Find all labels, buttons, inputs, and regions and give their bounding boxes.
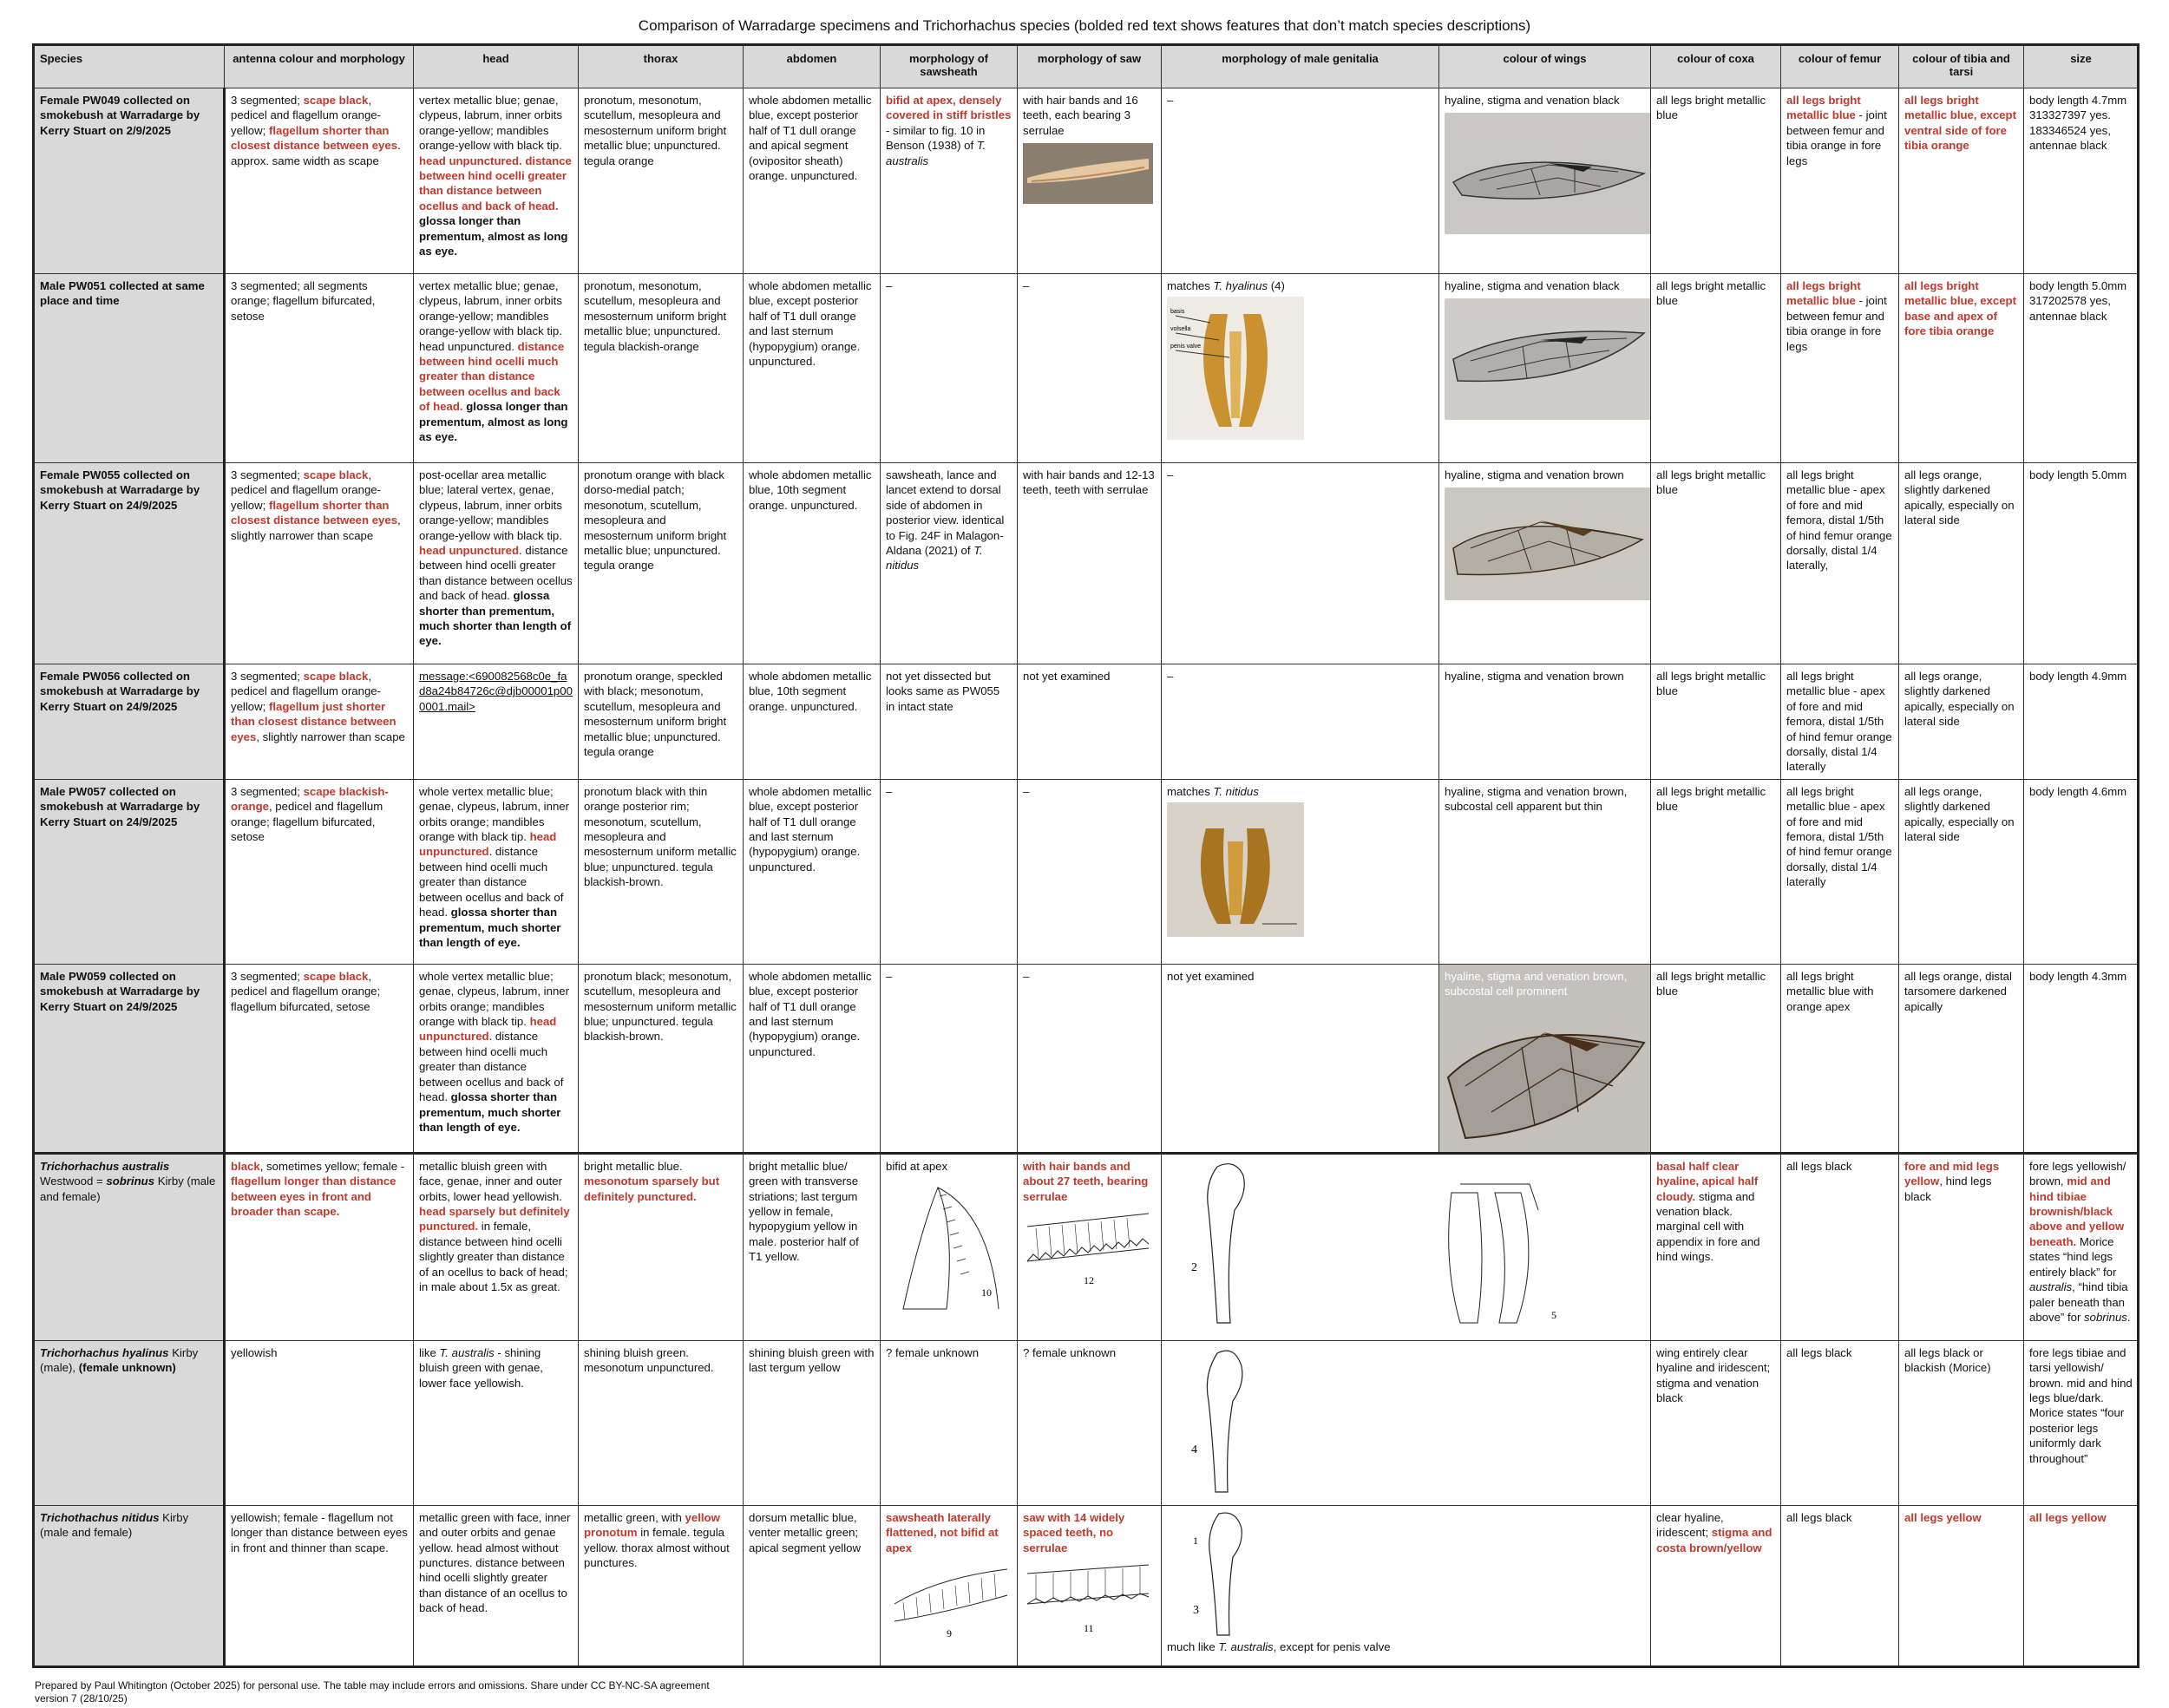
- saw-cell: ? female unknown: [1018, 1340, 1162, 1505]
- coxa-cell: all legs bright metallic blue: [1651, 964, 1781, 1153]
- head-cell: whole vertex metallic blue; genae, clypeus, labrum, inner orbits orange; mandibles orange with black tip. head unpunctured. distance between hind ocelli much greater than distance between ocellus and back of head. glossa shorter than prementum, much shorter than length of eye.: [414, 779, 579, 964]
- figure-number: 2: [1191, 1260, 1197, 1274]
- col-femur: colour of femur: [1781, 45, 1899, 88]
- species-cell: Male PW059 collected on smokebush at Warradarge by Kerry Stuart on 24/9/2025: [34, 964, 225, 1153]
- footer-credit: Prepared by Paul Whitington (October 2025) for personal use. The table may include errors and omissions. Share under CC BY-NC-SA agreement: [35, 1679, 710, 1692]
- tibia-cell: all legs bright metallic blue, except base and apex of fore tibia orange: [1899, 274, 2024, 463]
- species-cell: Female PW056 collected on smokebush at Warradarge by Kerry Stuart on 24/9/2025: [34, 664, 225, 780]
- col-size: size: [2024, 45, 2139, 88]
- head-cell[interactable]: [414, 664, 579, 780]
- saw-cell: saw with 14 widely spaced teeth, no serrulae 11: [1018, 1505, 1162, 1666]
- wings-cell: hyaline, stigma and venation black: [1439, 88, 1651, 274]
- table-row: [34, 1340, 2139, 1505]
- wing-photo: [1445, 298, 1651, 420]
- figure-number: 4: [1191, 1443, 1197, 1456]
- col-sawsheath: morphology of sawsheath: [881, 45, 1018, 88]
- antenna-cell: yellowish; female - flagellum not longer than distance between eyes in front and thinner than scape.: [225, 1505, 414, 1666]
- species-cell: Female PW049 collected on smokebush at Warradarge by Kerry Stuart on 2/9/2025: [34, 88, 225, 274]
- femur-cell: all legs bright metallic blue - apex of fore and mid femora, distal 1/5th of hind femur orange dorsally, distal 1/4 laterally: [1781, 779, 1899, 964]
- wings-cell: wing entirely clear hyaline and iridescent; stigma and venation black: [1651, 1340, 1781, 1505]
- genitalia-cell: –: [1162, 664, 1439, 780]
- genitalia-drawing: [1165, 1345, 1587, 1501]
- wings-cell: hyaline, stigma and venation black: [1439, 274, 1651, 463]
- table-row: [34, 88, 2139, 274]
- femur-cell: all legs bright metallic blue with orange apex: [1781, 964, 1899, 1153]
- figure-number: 5: [1551, 1308, 1556, 1321]
- genitalia-cell: [1162, 1340, 1651, 1505]
- head-cell: like T. australis - shining bluish green with genae, lower face yellowish.: [414, 1340, 579, 1505]
- figure-number: 12: [1084, 1274, 1094, 1287]
- antenna-cell: 3 segmented; scape black, pedicel and flagellum orange-yellow; flagellum shorter than closest distance between eyes. approx. same width as scape: [225, 88, 414, 274]
- size-cell: body length 4.3mm: [2024, 964, 2139, 1153]
- thorax-cell: pronotum, mesonotum, scutellum, mesopleura and mesosternum uniform bright metallic blue; unpunctured. tegula orange: [579, 88, 744, 274]
- sawsheath-cell: –: [881, 274, 1018, 463]
- saw-cell: –: [1018, 779, 1162, 964]
- table-row: [34, 664, 2139, 780]
- thorax-cell: bright metallic blue. mesonotum sparsely but definitely punctured.: [579, 1153, 744, 1340]
- head-cell: metallic bluish green with face, genae, inner and outer orbits, lower head yellowish. head sparsely but definitely punctured. in female, distance between hind ocelli slightly greater than distance of an ocellus to back of head; in male about 1.5x as great.: [414, 1153, 579, 1340]
- col-head: head: [414, 45, 579, 88]
- antenna-cell: 3 segmented; scape black, pedicel and flagellum orange-yellow; flagellum just shorter than closest distance between eyes, slightly narrower than scape: [225, 664, 414, 780]
- col-tibia: colour of tibia and tarsi: [1899, 45, 2024, 88]
- wings-cell: hyaline, stigma and venation brown: [1439, 463, 1651, 664]
- head-cell: vertex metallic blue; genae, clypeus, labrum, inner orbits orange-yellow; mandibles orange-yellow with black tip. head unpunctured. distance between hind ocelli much greater than distance between ocellus and back of head. glossa longer than prementum, almost as long as eye.: [414, 274, 579, 463]
- abdomen-cell: whole abdomen metallic blue, except posterior half of T1 dull orange and last sternum (hypopygium) orange. unpunctured.: [744, 964, 881, 1153]
- sawsheath-drawing: [886, 1561, 1012, 1643]
- header-row: [34, 45, 2139, 88]
- genitalia-photo: [1167, 297, 1304, 440]
- table-row: [34, 779, 2139, 964]
- genitalia-cell: matches T. hyalinus (4) basis volsella penis valve: [1162, 274, 1439, 463]
- coxa-cell: all legs black: [1781, 1505, 1899, 1666]
- coxa-cell: all legs black: [1781, 1153, 1899, 1340]
- figure-number: 9: [947, 1627, 952, 1640]
- femur-cell: all legs yellow: [1899, 1505, 2024, 1666]
- abdomen-cell: dorsum metallic blue, venter metallic green; apical segment yellow: [744, 1505, 881, 1666]
- antenna-cell: 3 segmented; scape black, pedicel and flagellum orange-yellow; flagellum shorter than closest distance between eyes, slightly narrower than scape: [225, 463, 414, 664]
- head-cell: whole vertex metallic blue; genae, clypeus, labrum, inner orbits orange; mandibles orange with black tip. head unpunctured. distance between hind ocelli much greater than distance between ocellus and back of head. glossa shorter than prementum, much shorter than length of eye.: [414, 964, 579, 1153]
- abdomen-cell: whole abdomen metallic blue, 10th segment orange. unpunctured.: [744, 463, 881, 664]
- genitalia-label-penis-valve: penis valve: [1170, 344, 1202, 350]
- figure-number: 3: [1193, 1603, 1199, 1617]
- tibia-cell: all legs orange, distal tarsomere darkened apically: [1899, 964, 2024, 1153]
- col-thorax: thorax: [579, 45, 744, 88]
- femur-cell: all legs bright metallic blue - joint between femur and tibia orange in fore legs: [1781, 88, 1899, 274]
- message-link[interactable]: message:<690082568c0e_fad8a24b84726c@djb00001p000001.mail>: [419, 670, 573, 713]
- col-saw: morphology of saw: [1018, 45, 1162, 88]
- sawsheath-cell: sawsheath, lance and lancet extend to dorsal side of abdomen in posterior view. identical to Fig. 24F in Malagon-Aldana (2021) of T. nitidus: [881, 463, 1018, 664]
- wings-cell: clear hyaline, iridescent; stigma and costa brown/yellow: [1651, 1505, 1781, 1666]
- col-abdomen: abdomen: [744, 45, 881, 88]
- thorax-cell: metallic green, with yellow pronotum in female. tegula yellow. thorax almost without punctures.: [579, 1505, 744, 1666]
- antenna-cell: 3 segmented; scape black, pedicel and flagellum orange; flagellum bifurcated, setose: [225, 964, 414, 1153]
- genitalia-drawing: [1165, 1158, 1587, 1336]
- sawsheath-cell: bifid at apex, densely covered in stiff bristles - similar to fig. 10 in Benson (1938) of T. australis: [881, 88, 1018, 274]
- abdomen-cell: bright metallic blue/ green with transverse striations; last tergum yellow in female, hypopygium yellow in male. posterior half of T1 yellow.: [744, 1153, 881, 1340]
- genitalia-drawing: [1167, 1509, 1583, 1639]
- femur-cell: fore and mid legs yellow, hind legs black: [1899, 1153, 2024, 1340]
- wing-photo: [1445, 488, 1651, 600]
- col-antenna: antenna colour and morphology: [225, 45, 414, 88]
- coxa-cell: all legs bright metallic blue: [1651, 88, 1781, 274]
- species-cell: Trichorhachus australis Westwood = sobrinus Kirby (male and female): [34, 1153, 225, 1340]
- thorax-cell: shining bluish green. mesonotum unpunctured.: [579, 1340, 744, 1505]
- figure-number: 11: [1084, 1622, 1094, 1635]
- saw-cell: with hair bands and 12-13 teeth, teeth with serrulae: [1018, 463, 1162, 664]
- coxa-cell: all legs bright metallic blue: [1651, 664, 1781, 780]
- genitalia-label-volsella: volsella: [1170, 326, 1191, 333]
- size-cell: body length 4.7mm 313327397 yes. 183346524 yes, antennae black: [2024, 88, 2139, 274]
- size-cell: body length 5.0mm: [2024, 463, 2139, 664]
- coxa-cell: all legs bright metallic blue: [1651, 463, 1781, 664]
- genitalia-photo: [1167, 802, 1304, 937]
- sawsheath-cell: bifid at apex 10: [881, 1153, 1018, 1340]
- thorax-cell: pronotum, mesonotum, scutellum, mesopleura and mesosternum uniform bright metallic blue; unpunctured. tegula blackish-orange: [579, 274, 744, 463]
- saw-drawing: [1023, 1561, 1153, 1643]
- table-row: [34, 1505, 2139, 1666]
- genitalia-cell: –: [1162, 463, 1439, 664]
- tibia-cell: all legs orange, slightly darkened apically, especially on lateral side: [1899, 664, 2024, 780]
- table-row: [34, 463, 2139, 664]
- thorax-cell: pronotum black with thin orange posterior rim; mesonotum, scutellum, mesopleura and mesosternum uniform metallic blue; unpunctured. tegula blackish-brown.: [579, 779, 744, 964]
- abdomen-cell: whole abdomen metallic blue, 10th segment orange. unpunctured.: [744, 664, 881, 780]
- table-row: [34, 1153, 2139, 1340]
- femur-cell: all legs bright metallic blue - apex of fore and mid femora, distal 1/5th of hind femur orange dorsally, distal 1/4 laterally: [1781, 664, 1899, 780]
- antenna-cell: black, sometimes yellow; female - flagellum longer than distance between eyes in front and broader than scape.: [225, 1153, 414, 1340]
- species-cell: Male PW051 collected at same place and time: [34, 274, 225, 463]
- coxa-cell: all legs black: [1781, 1340, 1899, 1505]
- size-cell: body length 4.9mm: [2024, 664, 2139, 780]
- antenna-cell: 3 segmented; all segments orange; flagellum bifurcated, setose: [225, 274, 414, 463]
- figure-number: 1: [1193, 1534, 1198, 1547]
- col-species: Species: [34, 45, 225, 88]
- genitalia-cell: not yet examined: [1162, 964, 1439, 1153]
- femur-cell: all legs black or blackish (Morice): [1899, 1340, 2024, 1505]
- saw-cell: with hair bands and 16 teeth, each bearing 3 serrulae: [1018, 88, 1162, 274]
- sawsheath-cell: ? female unknown: [881, 1340, 1018, 1505]
- wings-cell: [1439, 964, 1651, 1153]
- thorax-cell: pronotum orange, speckled with black; mesonotum, scutellum, mesopleura and mesosternum uniform bright metallic blue; unpunctured. tegula orange: [579, 664, 744, 780]
- antenna-cell: yellowish: [225, 1340, 414, 1505]
- saw-photo: [1023, 143, 1153, 204]
- sawsheath-drawing: [886, 1179, 1012, 1318]
- saw-drawing: [1023, 1209, 1153, 1296]
- tibia-cell: all legs bright metallic blue, except ventral side of fore tibia orange: [1899, 88, 2024, 274]
- genitalia-label-basis: basis: [1170, 309, 1185, 316]
- sawsheath-cell: –: [881, 964, 1018, 1153]
- footer-version: version 7 (28/10/25): [35, 1692, 128, 1705]
- coxa-cell: all legs bright metallic blue: [1651, 274, 1781, 463]
- antenna-cell: 3 segmented; scape blackish-orange, pedicel and flagellum orange; flagellum bifurcated, setose: [225, 779, 414, 964]
- head-cell: vertex metallic blue; genae, clypeus, labrum, inner orbits orange-yellow; mandibles orange-yellow with black tip. head unpunctured. distance between hind ocelli greater than distance between ocellus and back of head. glossa longer than prementum, almost as long as eye.: [414, 88, 579, 274]
- genitalia-cell: [1162, 1153, 1651, 1340]
- head-cell: post-ocellar area metallic blue; lateral vertex, genae, clypeus, labrum, inner orbits orange-yellow; mandibles orange-yellow with black tip. head unpunctured. distance between hind ocelli greater than distance between ocellus and back of head. glossa shorter than prementum, much shorter than length of eye.: [414, 463, 579, 664]
- saw-cell: –: [1018, 274, 1162, 463]
- comparison-table: [32, 43, 2140, 1668]
- wings-cell: hyaline, stigma and venation brown, subcostal cell apparent but thin: [1439, 779, 1651, 964]
- page-title: Comparison of Warradarge specimens and Trichorhachus species (bolded red text shows features that don’t match species descriptions): [638, 17, 1531, 34]
- wing-caption: hyaline, stigma and venation brown, subcostal cell prominent: [1445, 969, 1628, 998]
- size-cell: body length 4.6mm: [2024, 779, 2139, 964]
- species-cell: Trichothachus nitidus Kirby (male and female): [34, 1505, 225, 1666]
- tibia-cell: fore legs yellowish/ brown, mid and hind tibiae brownish/black above and yellow beneath. Morice states “hind legs entirely black” for australis, “hind tibia paler beneath than above” for sobrinus.: [2024, 1153, 2139, 1340]
- col-wings: colour of wings: [1439, 45, 1651, 88]
- head-cell: metallic green with face, inner and outer orbits and genae yellow. head almost without punctures. distance between hind ocelli slightly greater than distance of an ocellus to back of head.: [414, 1505, 579, 1666]
- footer: [35, 1679, 710, 1705]
- col-genitalia: morphology of male genitalia: [1162, 45, 1439, 88]
- sawsheath-cell: not yet dissected but looks same as PW055 in intact state: [881, 664, 1018, 780]
- table-row: [34, 964, 2139, 1153]
- thorax-cell: pronotum orange with black dorso-medial patch; mesonotum, scutellum, mesopleura and mesosternum uniform bright metallic blue; unpunctured. tegula orange: [579, 463, 744, 664]
- wings-cell: basal half clear hyaline, apical half cloudy. stigma and venation black. marginal cell with appendix in fore and hind wings.: [1651, 1153, 1781, 1340]
- table-row: [34, 274, 2139, 463]
- sawsheath-cell: –: [881, 779, 1018, 964]
- genitalia-cell: [1162, 1505, 1651, 1666]
- wing-photo: [1445, 113, 1651, 234]
- species-cell: Female PW055 collected on smokebush at Warradarge by Kerry Stuart on 24/9/2025: [34, 463, 225, 664]
- saw-cell: –: [1018, 964, 1162, 1153]
- tibia-cell: fore legs tibiae and tarsi yellowish/ brown. mid and hind legs blue/dark. Morice states “four posterior legs uniformly dark throughout”: [2024, 1340, 2139, 1505]
- tibia-cell: all legs yellow: [2024, 1505, 2139, 1666]
- species-cell: Trichorhachus hyalinus Kirby (male), (female unknown): [34, 1340, 225, 1505]
- size-cell: body length 5.0mm 317202578 yes, antennae black: [2024, 274, 2139, 463]
- abdomen-cell: whole abdomen metallic blue, except posterior half of T1 dull orange and last sternum (hypopygium) orange. unpunctured.: [744, 274, 881, 463]
- femur-cell: all legs bright metallic blue - apex of fore and mid femora, distal 1/5th of hind femur orange dorsally, distal 1/4 laterally,: [1781, 463, 1899, 664]
- genitalia-note: much like T. australis, except for penis valve: [1167, 1639, 1391, 1653]
- col-coxa: colour of coxa: [1651, 45, 1781, 88]
- abdomen-cell: whole abdomen metallic blue, except posterior half of T1 dull orange and last sternum (hypopygium) orange. unpunctured.: [744, 779, 881, 964]
- tibia-cell: all legs orange, slightly darkened apically, especially on lateral side: [1899, 779, 2024, 964]
- figure-number: 10: [981, 1286, 992, 1299]
- abdomen-cell: whole abdomen metallic blue, except posterior half of T1 dull orange and apical segment (ovipositor sheath) orange. unpunctured.: [744, 88, 881, 274]
- femur-cell: all legs bright metallic blue - joint between femur and tibia orange in fore legs: [1781, 274, 1899, 463]
- coxa-cell: all legs bright metallic blue: [1651, 779, 1781, 964]
- tibia-cell: all legs orange, slightly darkened apically, especially on lateral side: [1899, 463, 2024, 664]
- saw-cell: not yet examined: [1018, 664, 1162, 780]
- wings-cell: hyaline, stigma and venation brown: [1439, 664, 1651, 780]
- saw-cell: with hair bands and about 27 teeth, bearing serrulae 12: [1018, 1153, 1162, 1340]
- sawsheath-cell: sawsheath laterally flattened, not bifid at apex 9: [881, 1505, 1018, 1666]
- thorax-cell: pronotum black; mesonotum, scutellum, mesopleura and mesosternum uniform metallic blue; unpunctured. tegula blackish-brown.: [579, 964, 744, 1153]
- genitalia-cell: –: [1162, 88, 1439, 274]
- abdomen-cell: shining bluish green with last tergum yellow: [744, 1340, 881, 1505]
- species-cell: Male PW057 collected on smokebush at Warradarge by Kerry Stuart on 24/9/2025: [34, 779, 225, 964]
- genitalia-cell: matches T. nitidus: [1162, 779, 1439, 964]
